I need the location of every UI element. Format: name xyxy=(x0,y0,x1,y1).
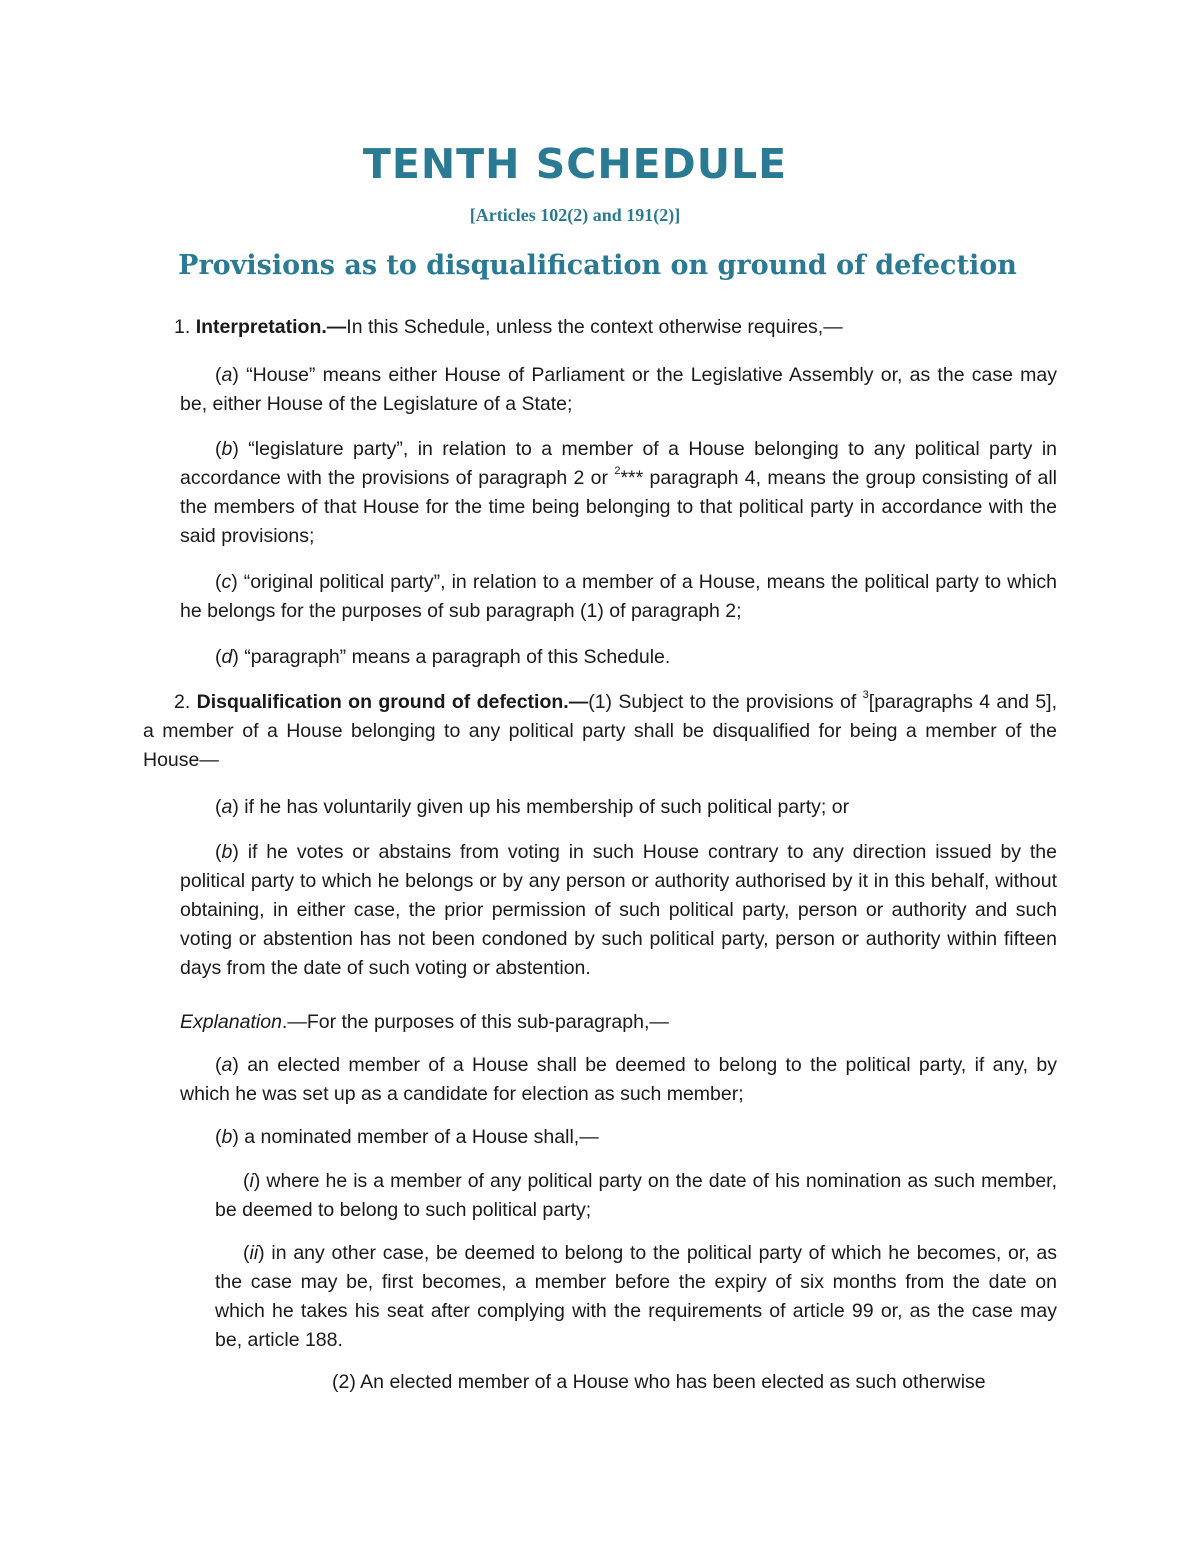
schedule-title: TENTH SCHEDULE xyxy=(362,140,788,188)
clause-1b: (b) “legislature party”, in relation to a member of a House belonging to any political party in accordance with the provisions of paragraph 2 or $^2$*** paragraph 4, means the group consisting of all the members of that House for the time being belonging to that political party in accordance with the said provisions; xyxy=(180,438,1057,547)
explanation-clause-a: (a) an elected member of a House shall be deemed to belong to the political party, if any, by which he was set up as a candidate for election as such member; xyxy=(180,1054,1057,1105)
clause-2b: (b) if he votes or abstains from voting in such House contrary to any direction issued by the political party to which he belongs or by any person or authority authorised by it in this behalf, without obtaining, in either case, the prior permission of such political party, person or authority and such voting or abstention has not been condoned by such political party, person or authority within fifteen days from the date of such voting or abstention. xyxy=(180,841,1057,979)
clause-2a: (a) if he has voluntarily given up his membership of such political party; or xyxy=(215,796,850,818)
explanation: Explanation.—For the purposes of this sub-paragraph,— xyxy=(180,1011,669,1033)
clause-1a: (a) “House” means either House of Parliament or the Legislative Assembly or, as the case may be, either House of the Legislature of a State; xyxy=(180,364,1057,415)
paragraph-2-heading: Disqualification on ground of defection.— xyxy=(196,691,589,713)
paragraph-1: 1. Interpretation.—In this Schedule, unless the context otherwise requires,— xyxy=(174,316,843,338)
clause-1c: (c) “original political party”, in relation to a member of a House, means the political party to which he belongs for the purposes of sub paragraph (1) of paragraph 2; xyxy=(180,571,1057,622)
schedule-subtitle: Provisions as to disqualification on ground of defection xyxy=(178,250,1017,281)
explanation-subclause-i: (i) where he is a member of any political party on the date of his nomination as such member, be deemed to belong to such political party; xyxy=(215,1170,1057,1221)
paragraph-1-heading: Interpretation.— xyxy=(195,316,347,338)
footnote-marker: 2 xyxy=(614,465,621,477)
articles-reference: [Articles 102(2) and 191(2)] xyxy=(469,205,681,225)
explanation-subclause-ii: (ii) in any other case, be deemed to belong to the political party of which he becomes, or, as the case may be, first becomes, a member before the expiry of six months from the date on which he takes his seat after complying with the requirements of article 99 or, as the case may be, article 188. xyxy=(215,1242,1057,1351)
clause-1d: (d) “paragraph” means a paragraph of this Schedule. xyxy=(215,646,671,668)
paragraph-2-subparagraph-2: (2) An elected member of a House who has been elected as such otherwise xyxy=(332,1371,986,1393)
paragraph-2: 2. Disqualification on ground of defection.—(1) Subject to the provisions of $^3$[paragraphs 4 and 5], a member of a House belonging to any political party shall be disqualified for being a member of the House— xyxy=(143,689,1057,771)
footnote-marker: 3 xyxy=(862,689,869,701)
explanation-clause-b: (b) a nominated member of a House shall,— xyxy=(215,1126,599,1148)
